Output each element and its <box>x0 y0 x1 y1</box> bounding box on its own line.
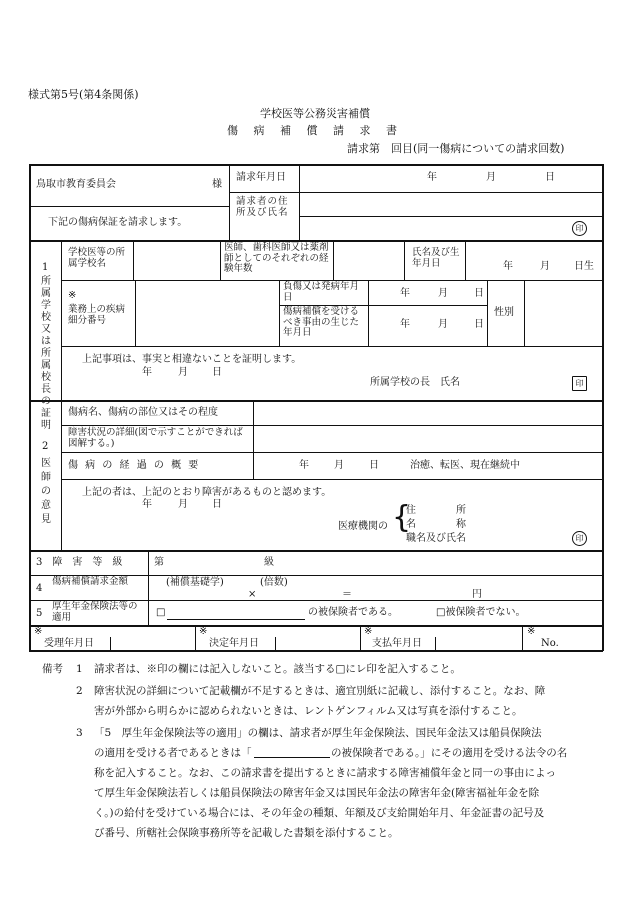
amount-label: 傷病補償請求金額 <box>52 576 129 587</box>
received-date-label: 受理年月日 <box>44 638 94 649</box>
course-status: 治癒、転医、現在継続中 <box>410 460 520 471</box>
doctor-seal-icon: 印 <box>572 531 587 546</box>
form-number: 様式第5号(第4条関係) <box>28 88 139 101</box>
form-title: 傷 病 補 償 請 求 書 <box>227 124 403 137</box>
cause-date-label: 傷病補償を受けるべき事由の生じた年月日 <box>283 306 360 338</box>
section-2-side-label: 医師の意見 <box>41 458 51 525</box>
base-label: (補償基礎学) <box>166 577 224 588</box>
multiplier-label: (倍数) <box>260 577 288 588</box>
number-label: No. <box>541 638 559 649</box>
pension-label: 厚生年金保険法等の適用 <box>52 601 138 623</box>
sama-label: 様 <box>212 179 222 190</box>
experience-label: 医師、歯科医師又は薬剤師としてのそれぞれの経験年数 <box>224 242 329 274</box>
equals-sign: ＝ <box>342 589 352 600</box>
note-3-line5: く。)の給付を受けている場合には、その年金の種類、年額及び支給開始年月、年金証書の記号及 <box>94 807 545 819</box>
addressee: 鳥取市教育委員会 <box>36 179 116 190</box>
form-title-line1: 学校医等公務災害補償 <box>260 107 370 120</box>
seal-icon: 印 <box>572 221 587 236</box>
disability-label: 障害状況の詳細(図で示すことができれば図解する。) <box>68 427 243 449</box>
principal-label: 所属学校の長 氏名 <box>370 377 460 388</box>
office-mark-4: ※ <box>527 626 536 637</box>
section-5-number: 5 <box>36 608 43 619</box>
note-3-number: 3 <box>76 727 83 739</box>
cause-year-label: 年 <box>400 319 410 330</box>
note-1: 請求者は、※印の欄には記入しないこと。該当する□にレ印を記入すること。 <box>94 663 461 675</box>
not-insured-option[interactable]: □被保険者でない。 <box>436 607 526 618</box>
date-month-label: 月 <box>486 172 496 183</box>
office-mark-1: ※ <box>34 626 43 637</box>
times-sign: × <box>248 589 257 600</box>
cause-month-label: 月 <box>438 319 448 330</box>
claim-count: 請求第 回目(同一傷病についての請求回数) <box>347 142 565 155</box>
section-1-number: 1 <box>42 262 49 273</box>
institution-name-label: 名 称 <box>406 519 466 530</box>
yen-label: 円 <box>472 589 482 600</box>
section-2-number: 2 <box>42 441 49 452</box>
disease-code-label: 業務上の疾病細分番号 <box>68 304 126 326</box>
office-mark-3: ※ <box>364 626 373 637</box>
cert-year-label: 年 <box>142 367 152 378</box>
date-year-label: 年 <box>427 172 437 183</box>
cause-day-label: 日 <box>474 319 484 330</box>
note-blank-line <box>254 757 330 758</box>
certification-text: 上記事項は、事実と相違ないことを証明します。 <box>82 354 302 365</box>
name-birth-label: 氏名及び生年月日 <box>412 247 460 269</box>
opinion-year-label: 年 <box>142 499 152 510</box>
institution-person-label: 職名及び氏名 <box>406 533 466 544</box>
note-3-line3: 称を記入すること。なお、この請求書を提出するときに請求する障害補償年金と同一の事由によっ <box>94 767 556 779</box>
note-1-number: 1 <box>76 663 83 675</box>
office-mark-2: ※ <box>199 626 208 637</box>
decided-date-label: 決定年月日 <box>209 638 259 649</box>
course-label: 傷 病 の 経 過 の 概 要 <box>68 460 201 471</box>
school-label: 学校医等の所属学校名 <box>68 247 126 269</box>
note-3-line4: て厚生年金保険法若しくは船員保険法の障害年金又は国民年金法の障害年金(障害福祉年金を除 <box>94 787 540 799</box>
note-2-number: 2 <box>76 685 83 697</box>
asterisk-mark: ※ <box>68 290 77 301</box>
disease-name-label: 傷病名、傷病の部位又はその程度 <box>68 407 218 418</box>
note-3-line6: び番号、所轄社会保険事務所等を記載した書類を添付すること。 <box>94 827 399 839</box>
injury-day-label: 日 <box>474 288 484 299</box>
institution-label: 医療機関の <box>338 521 388 532</box>
section-4-number: 4 <box>36 583 43 594</box>
insured-checkbox[interactable]: □ <box>156 607 166 618</box>
course-month-label: 月 <box>334 460 344 471</box>
institution-address-label: 住 所 <box>406 505 466 516</box>
injury-month-label: 月 <box>438 288 448 299</box>
notes-heading: 備考 <box>42 663 63 675</box>
cert-day-label: 日 <box>212 367 222 378</box>
course-day-label: 日 <box>369 460 379 471</box>
note-3-line2-post: の被保険者である。」にその適用を受ける法令の名 <box>331 747 568 759</box>
note-2-line2: 害が外部から明らかに認められないときは、レントゲンフィルム又は写真を添付すること。 <box>94 705 523 717</box>
request-date-label: 請求年月日 <box>236 172 286 183</box>
note-3-line2-pre: の適用を受ける者であるときは「 <box>94 747 252 759</box>
birth-month-label: 月 <box>540 261 550 272</box>
grade-suffix: 級 <box>264 557 274 568</box>
note-3-line1: 「5 厚生年金保険法等の適用」の欄は、請求者が厚生年金保険法、国民年金法又は船員保険法 <box>94 727 542 739</box>
note-2-line1: 障害状況の詳細について記載欄が不足するときは、適宜別紙に記載し、添付すること。なお、障 <box>94 685 546 697</box>
grade-prefix: 第 <box>154 557 164 568</box>
gender-label: 性別 <box>494 307 514 318</box>
cert-month-label: 月 <box>178 367 188 378</box>
request-statement: 下記の傷病保証を請求します。 <box>48 217 188 228</box>
injury-date-label: 負傷又は発病年月日 <box>283 281 360 303</box>
opinion-month-label: 月 <box>178 499 188 510</box>
opinion-day-label: 日 <box>212 499 222 510</box>
insured-text: の被保険者である。 <box>308 607 398 618</box>
opinion-text: 上記の者は、上記のとおり障害があるものと認めます。 <box>82 487 332 498</box>
section-1-side-label: 所属学校又は所属校長 証明 <box>41 276 51 431</box>
brace-icon: { <box>392 500 412 535</box>
insured-law-blank[interactable] <box>167 619 305 620</box>
paid-date-label: 支払年月日 <box>372 638 422 649</box>
grade-label: 3 障 害 等 級 <box>36 557 123 568</box>
principal-seal-icon: 印 <box>572 376 587 391</box>
birth-day-label: 日生 <box>574 261 594 272</box>
claimant-label: 請求者の住所及び氏名 <box>236 196 289 218</box>
course-year-label: 年 <box>299 460 309 471</box>
birth-year-label: 年 <box>503 261 513 272</box>
injury-year-label: 年 <box>400 288 410 299</box>
date-day-label: 日 <box>545 172 555 183</box>
